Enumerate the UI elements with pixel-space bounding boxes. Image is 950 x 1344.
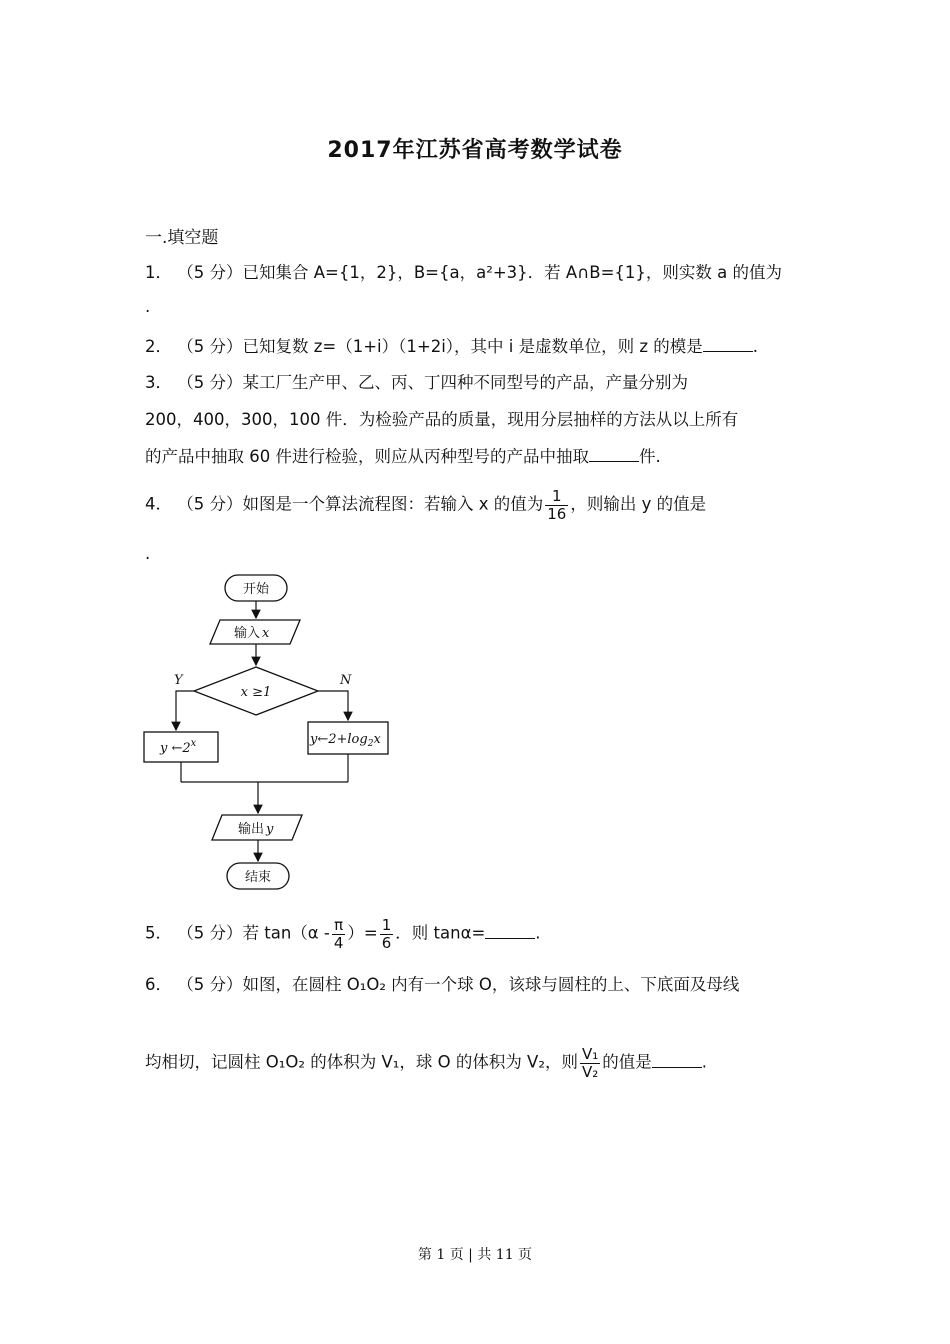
fraction-numerator: V₁ — [581, 1045, 599, 1063]
question-3-line-3 — [145, 443, 807, 467]
flow-no-base: y←2+log — [310, 732, 368, 747]
question-text: （5 分）如图，在圆柱 O₁O₂ 内有一个球 O，该球与圆柱的上、下底面及母线 — [177, 975, 740, 994]
question-4 — [145, 488, 807, 522]
flow-start-label: 开始 — [242, 582, 270, 597]
question-text: （5 分）某工厂生产甲、乙、丙、丁四种不同型号的产品，产量分别为 — [177, 373, 688, 392]
fraction-denominator: 4 — [333, 933, 344, 952]
flow-yes-label: Y — [174, 673, 183, 688]
question-4-tail: . — [145, 544, 151, 563]
answer-blank — [703, 337, 753, 352]
fraction-numerator: π — [332, 917, 346, 935]
answer-blank — [485, 924, 535, 939]
question-text-after: ．则 tanα= — [395, 923, 486, 943]
question-tail: . — [701, 1052, 707, 1072]
question-number: 5． — [145, 923, 172, 943]
fraction — [380, 917, 394, 951]
question-text: （5 分）如图是一个算法流程图：若输入 x 的值为 — [177, 494, 544, 514]
question-5 — [145, 917, 807, 951]
fraction-denominator: 16 — [547, 504, 567, 523]
question-number: 6． — [145, 975, 172, 994]
flow-end-label: 结束 — [244, 870, 272, 885]
question-text-after: 的值是 — [602, 1052, 652, 1072]
question-1-tail: . — [145, 297, 151, 316]
flow-no-var: x — [373, 732, 381, 747]
flow-no-label: N — [340, 673, 352, 688]
flow-output-var: y — [266, 822, 274, 837]
question-2 — [145, 333, 807, 357]
page-footer: 第 1 页 | 共 11 页 — [417, 1247, 533, 1263]
answer-blank — [589, 447, 639, 462]
fraction-numerator: 1 — [381, 916, 392, 934]
flow-yes-exponent: x — [190, 738, 197, 749]
section-heading: 一.填空题 — [145, 228, 219, 248]
fraction — [545, 488, 568, 522]
flow-no-subscript: 2 — [367, 739, 374, 749]
question-text: 均相切，记圆柱 O₁O₂ 的体积为 V₁，球 O 的体积为 V₂，则 — [145, 1052, 578, 1072]
question-number: 3． — [145, 373, 172, 392]
fraction-denominator: V₂ — [581, 1062, 599, 1081]
fraction-denominator: 6 — [381, 933, 392, 952]
fraction — [332, 917, 346, 951]
question-text-mid: ）= — [347, 923, 378, 943]
question-text: （5 分）若 tan（α - — [177, 923, 330, 943]
flow-input-label: 输入 — [234, 626, 261, 641]
question-6-line-2 — [145, 1046, 807, 1080]
question-number: 4． — [145, 494, 172, 514]
flow-output-label: 输出 — [238, 822, 265, 837]
flow-decision-label: x ≥1 — [240, 685, 272, 700]
question-text: （5 分）已知集合 A={1，2}，B={a，a²+3}．若 A∩B={1}，则实数 a 的值为 — [177, 263, 782, 282]
question-number: 2． — [145, 337, 172, 356]
flow-arrow — [176, 691, 194, 730]
question-1 — [145, 259, 807, 283]
flow-yes-base: y ←2 — [160, 741, 191, 756]
question-text: 的产品中抽取 60 件进行检验，则应从丙种型号的产品中抽取 — [145, 447, 589, 466]
flowchart — [138, 572, 398, 894]
fraction-numerator: 1 — [545, 488, 568, 506]
question-text: （5 分）已知复数 z=（1+i）（1+2i），其中 i 是虚数单位，则 z 的模是 — [177, 337, 703, 356]
question-tail: 件. — [639, 447, 661, 466]
question-tail: . — [752, 337, 759, 356]
question-6 — [145, 971, 807, 995]
question-text-after: ，则输出 y 的值是 — [570, 494, 707, 514]
question-3-line-2: 200，400，300，100 件．为检验产品的质量，现用分层抽样的方法从以上所有 — [145, 410, 739, 429]
question-3 — [145, 369, 807, 393]
fraction — [580, 1046, 600, 1080]
flow-arrow — [318, 691, 348, 720]
flow-input-var: x — [262, 626, 270, 641]
page-title: 2017年江苏省高考数学试卷 — [327, 138, 623, 163]
question-tail: . — [535, 923, 541, 943]
answer-blank — [652, 1053, 702, 1068]
question-number: 1． — [145, 263, 172, 282]
